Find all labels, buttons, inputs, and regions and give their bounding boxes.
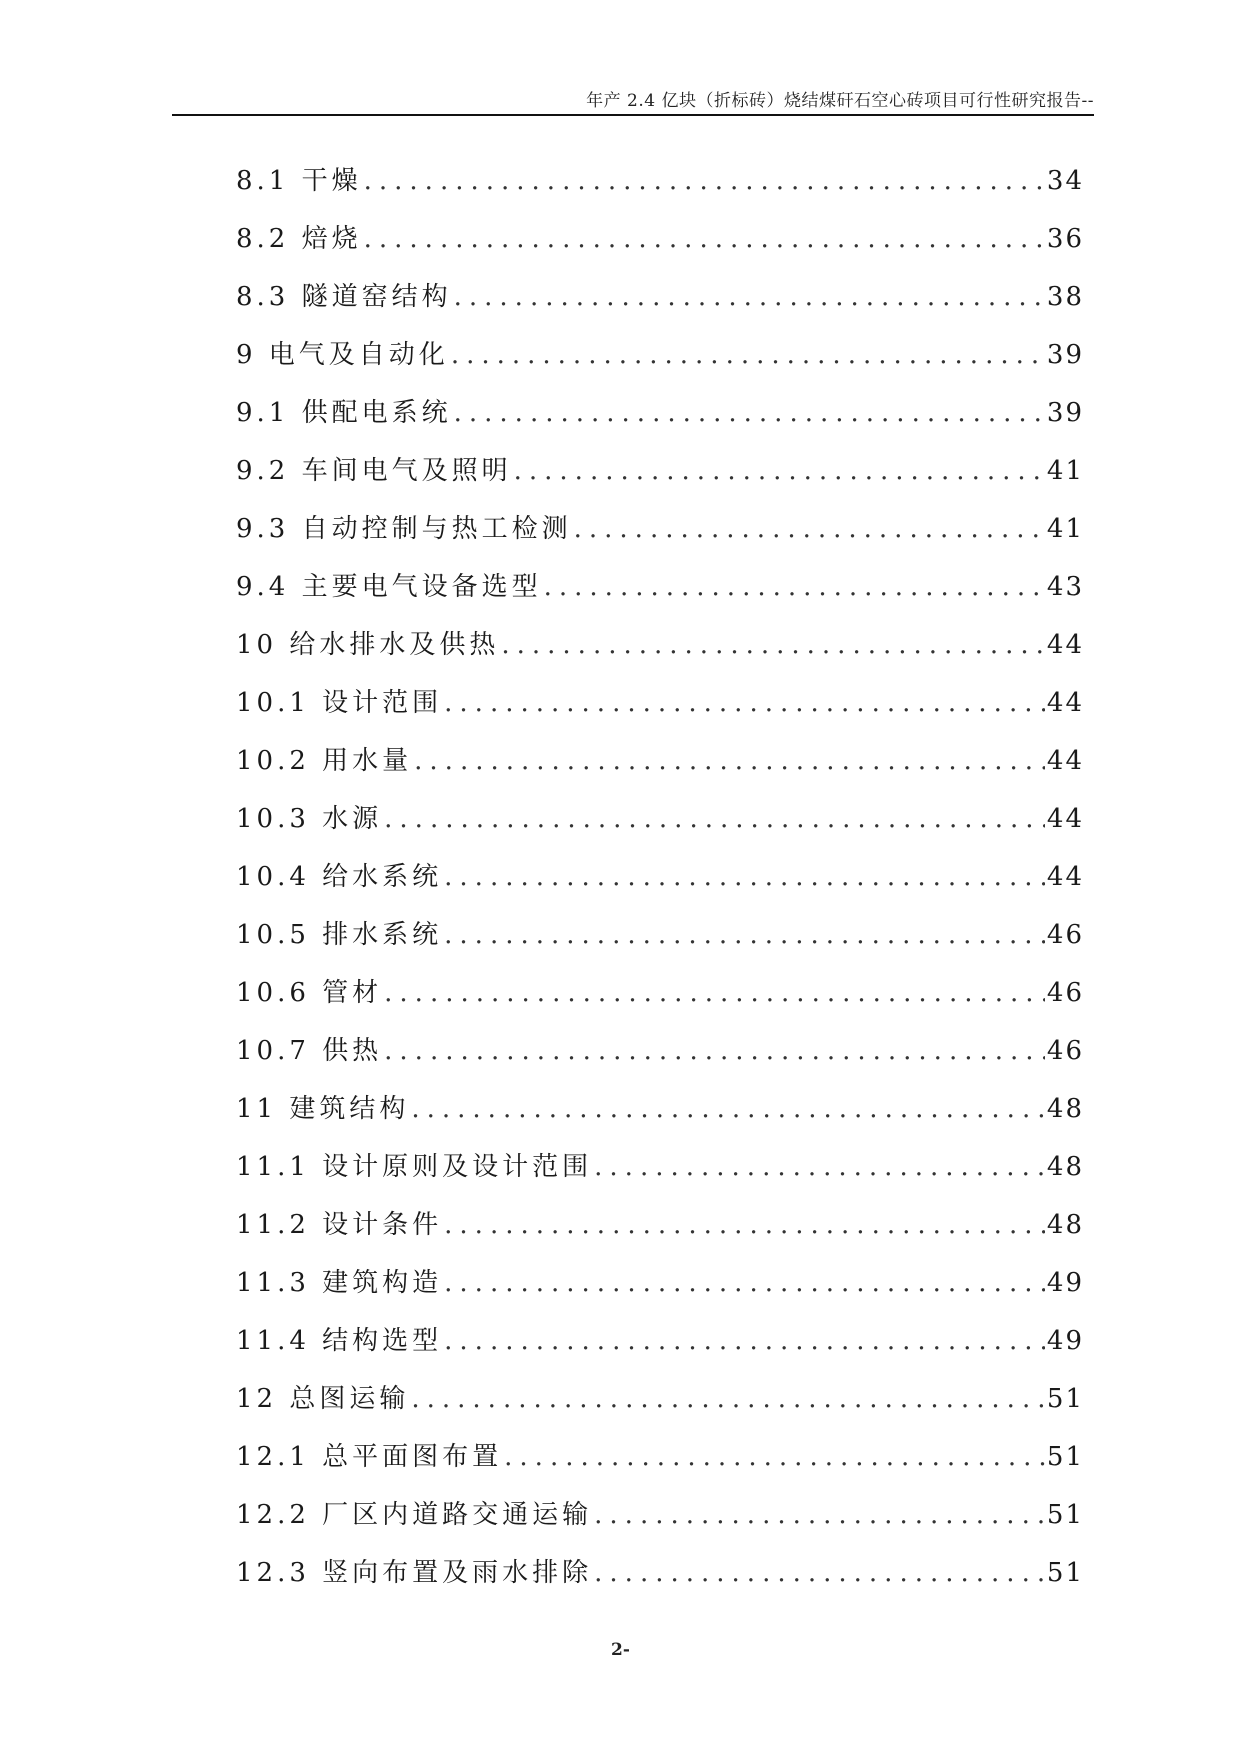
toc-entry[interactable] xyxy=(236,682,1084,740)
dot-leader xyxy=(451,340,1045,370)
toc-entry[interactable] xyxy=(236,1378,1084,1436)
toc-entry[interactable] xyxy=(236,1494,1084,1552)
dot-leader xyxy=(411,1384,1045,1414)
toc-entry-page: 44 xyxy=(1046,630,1084,660)
toc-entry-title: 11.1 设计原则及设计范围 xyxy=(236,1152,593,1182)
toc-entry[interactable] xyxy=(236,856,1084,914)
dot-leader xyxy=(594,1558,1045,1588)
toc-entry-title: 8.1 干燥 xyxy=(236,166,362,196)
toc-entry[interactable] xyxy=(236,1146,1084,1204)
toc-entry-page: 48 xyxy=(1046,1152,1084,1182)
toc-entry-page: 41 xyxy=(1046,514,1084,544)
dot-leader xyxy=(414,746,1045,776)
toc-entry-page: 34 xyxy=(1046,166,1084,196)
toc-entry[interactable] xyxy=(236,1320,1084,1378)
toc-entry-page: 44 xyxy=(1046,804,1084,834)
toc-entry-page: 44 xyxy=(1046,862,1084,892)
dot-leader xyxy=(364,224,1045,254)
toc-entry-title: 8.3 隧道窑结构 xyxy=(236,282,452,312)
toc-entry-title: 10.5 排水系统 xyxy=(236,920,443,950)
toc-entry[interactable] xyxy=(236,508,1084,566)
toc-entry-page: 49 xyxy=(1046,1326,1084,1356)
toc-entry-page: 51 xyxy=(1046,1384,1084,1414)
dot-leader xyxy=(504,1442,1045,1472)
toc-entry-page: 38 xyxy=(1046,282,1084,312)
toc-entry-page: 48 xyxy=(1046,1210,1084,1240)
toc-entry-title: 9.3 自动控制与热工检测 xyxy=(236,514,572,544)
dot-leader xyxy=(501,630,1045,660)
toc-entry[interactable] xyxy=(236,334,1084,392)
toc-entry[interactable] xyxy=(236,1552,1084,1610)
dot-leader xyxy=(411,1094,1045,1124)
toc-entry[interactable] xyxy=(236,972,1084,1030)
dot-leader xyxy=(574,514,1045,544)
toc-entry-title: 11.4 结构选型 xyxy=(236,1326,443,1356)
toc-entry-title: 10.7 供热 xyxy=(236,1036,383,1066)
toc-entry[interactable] xyxy=(236,740,1084,798)
toc-entry[interactable] xyxy=(236,392,1084,450)
dot-leader xyxy=(384,978,1045,1008)
toc-entry-page: 39 xyxy=(1046,398,1084,428)
dot-leader xyxy=(454,282,1045,312)
toc-entry-page: 49 xyxy=(1046,1268,1084,1298)
toc-entry-title: 12.1 总平面图布置 xyxy=(236,1442,503,1472)
dot-leader xyxy=(514,456,1045,486)
toc-entry[interactable] xyxy=(236,1436,1084,1494)
toc-entry[interactable] xyxy=(236,1088,1084,1146)
toc-entry[interactable] xyxy=(236,450,1084,508)
dot-leader xyxy=(444,1268,1045,1298)
toc-entry-page: 48 xyxy=(1046,1094,1084,1124)
toc-entry[interactable] xyxy=(236,624,1084,682)
toc-entry-title: 11.2 设计条件 xyxy=(236,1210,443,1240)
dot-leader xyxy=(444,688,1045,718)
dot-leader xyxy=(594,1152,1045,1182)
dot-leader xyxy=(384,1036,1045,1066)
toc-entry-page: 46 xyxy=(1046,978,1084,1008)
dot-leader xyxy=(444,920,1045,950)
dot-leader xyxy=(364,166,1045,196)
toc-entry-page: 46 xyxy=(1046,1036,1084,1066)
toc-entry-title: 8.2 焙烧 xyxy=(236,224,362,254)
toc-entry-page: 51 xyxy=(1046,1442,1084,1472)
toc-entry-title: 9.2 车间电气及照明 xyxy=(236,456,512,486)
toc-entry-title: 9.1 供配电系统 xyxy=(236,398,452,428)
toc-entry-page: 46 xyxy=(1046,920,1084,950)
toc-entry-title: 12.3 竖向布置及雨水排除 xyxy=(236,1558,593,1588)
toc-entry-title: 10.2 用水量 xyxy=(236,746,413,776)
toc-entry-title: 10.1 设计范围 xyxy=(236,688,443,718)
toc-entry-page: 44 xyxy=(1046,688,1084,718)
toc-entry-title: 11.3 建筑构造 xyxy=(236,1268,443,1298)
header-divider xyxy=(172,114,1094,116)
page-number: 2- xyxy=(611,1640,630,1660)
toc-entry[interactable] xyxy=(236,1204,1084,1262)
toc-entry-page: 51 xyxy=(1046,1558,1084,1588)
table-of-contents xyxy=(236,160,1084,1610)
toc-entry-title: 12 总图运输 xyxy=(236,1384,410,1414)
toc-entry[interactable] xyxy=(236,566,1084,624)
toc-entry-page: 41 xyxy=(1046,456,1084,486)
dot-leader xyxy=(594,1500,1045,1530)
toc-entry[interactable] xyxy=(236,218,1084,276)
toc-entry[interactable] xyxy=(236,1030,1084,1088)
toc-entry-title: 10.4 给水系统 xyxy=(236,862,443,892)
dot-leader xyxy=(444,1326,1045,1356)
toc-entry[interactable] xyxy=(236,914,1084,972)
dot-leader xyxy=(384,804,1045,834)
toc-entry-page: 39 xyxy=(1046,340,1084,370)
dot-leader xyxy=(454,398,1045,428)
toc-entry-page: 36 xyxy=(1046,224,1084,254)
toc-entry[interactable] xyxy=(236,160,1084,218)
toc-entry-title: 10 给水排水及供热 xyxy=(236,630,500,660)
dot-leader xyxy=(544,572,1045,602)
toc-entry[interactable] xyxy=(236,276,1084,334)
toc-entry-page: 51 xyxy=(1046,1500,1084,1530)
toc-entry-title: 10.3 水源 xyxy=(236,804,383,834)
toc-entry-title: 10.6 管材 xyxy=(236,978,383,1008)
running-header: 年产 2.4 亿块（折标砖）烧结煤矸石空心砖项目可行性研究报告-- xyxy=(586,91,1094,111)
toc-entry-title: 9 电气及自动化 xyxy=(236,340,449,370)
toc-entry[interactable] xyxy=(236,1262,1084,1320)
dot-leader xyxy=(444,1210,1045,1240)
toc-entry[interactable] xyxy=(236,798,1084,856)
toc-entry-title: 11 建筑结构 xyxy=(236,1094,410,1124)
dot-leader xyxy=(444,862,1045,892)
toc-entry-page: 43 xyxy=(1046,572,1084,602)
toc-entry-title: 12.2 厂区内道路交通运输 xyxy=(236,1500,593,1530)
toc-entry-page: 44 xyxy=(1046,746,1084,776)
toc-entry-title: 9.4 主要电气设备选型 xyxy=(236,572,542,602)
